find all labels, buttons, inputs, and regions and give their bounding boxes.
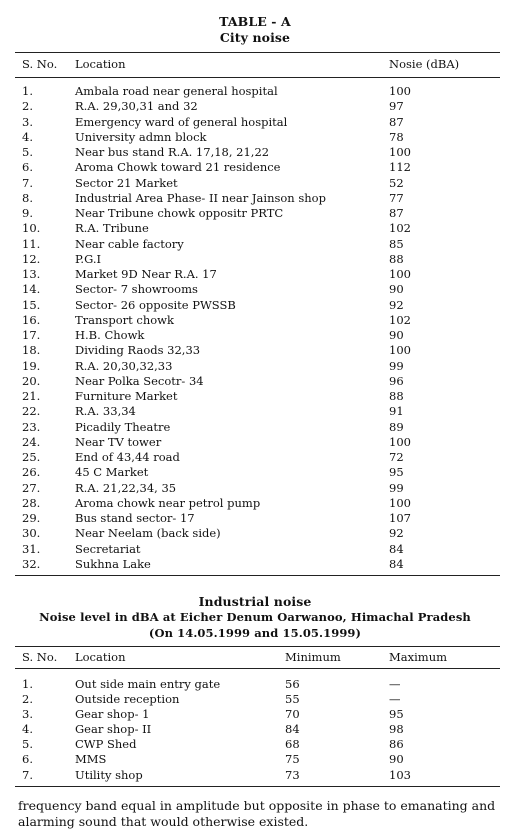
row-sno: 29. [22,511,41,525]
row-maximum: 95 [389,707,404,722]
table-row [0,221,510,236]
row-noise-value: 92 [389,526,404,541]
table-b-date: (On 14.05.1999 and 15.05.1999) [148,626,362,640]
row-noise-value: 99 [389,480,404,495]
row-sno: 4. [22,722,33,737]
row-noise-value: 72 [389,450,404,464]
row-sno: 13. [22,267,41,281]
row-noise-value: 100 [389,267,411,281]
row-location: Ambala road near general hospital [75,84,278,98]
table-row [0,768,510,783]
row-location: Near Polka Secotr- 34 [75,373,204,388]
table-a-header-noise: Nosie (dBA) [389,57,460,71]
table-b-header-sno: S. No. [22,650,58,664]
table-row [0,420,510,435]
row-sno: 10. [22,221,41,236]
row-location: Aroma Chowk toward 21 residence [75,160,281,175]
row-location: Emergency ward of general hospital [75,114,288,129]
row-noise-value: 100 [389,84,411,98]
row-location: R.A. 29,30,31 and 32 [75,99,198,114]
row-noise-value: 100 [389,434,411,449]
row-noise-value: 107 [389,511,411,525]
table-a-bottom-rule [15,575,500,576]
row-noise-value: 102 [389,312,411,327]
row-sno: 22. [22,404,41,419]
row-sno: 14. [22,282,41,297]
row-location: Sector- 26 opposite PWSSB [75,297,236,312]
row-location: R.A. 20,30,32,33 [75,358,173,373]
table-row [0,176,510,191]
table-row [0,677,510,692]
table-row [0,130,510,145]
row-sno: 25. [22,450,41,464]
table-row [0,481,510,496]
row-minimum: 84 [285,722,300,737]
row-minimum: 56 [285,677,300,691]
table-row [0,359,510,374]
row-location: R.A. 33,34 [75,404,136,419]
table-row [0,404,510,419]
row-location: Secretariat [75,541,141,556]
row-sno: 15. [22,297,41,312]
row-noise-value: 90 [389,282,404,297]
row-sno: 12. [22,251,41,266]
table-b-header-min: Minimum [285,650,341,664]
table-row [0,206,510,221]
table-row [0,282,510,297]
table-a-title: TABLE - A [219,14,291,29]
row-location: Near Tribune chowk oppositr PRTC [75,206,284,220]
row-location: CWP Shed [75,737,137,752]
row-sno: 21. [22,389,41,403]
row-noise-value: 89 [389,419,404,434]
row-location: Furniture Market [75,389,178,403]
row-location: Gear shop- 1 [75,707,150,722]
row-sno: 5. [22,737,33,752]
row-location: Near cable factory [75,236,184,251]
table-row [0,343,510,358]
row-sno: 19. [22,358,41,373]
row-maximum: 98 [389,722,404,737]
row-sno: 4. [22,129,33,144]
row-noise-value: 92 [389,297,404,312]
table-row [0,465,510,480]
row-sno: 24. [22,434,41,449]
row-location: H.B. Chowk [75,328,145,342]
row-location: Picadily Theatre [75,419,171,434]
row-noise-value: 87 [389,206,404,220]
row-sno: 3. [22,707,33,722]
row-location: R.A. 21,22,34, 35 [75,480,177,495]
table-row [0,313,510,328]
row-sno: 31. [22,541,41,556]
row-location: Near TV tower [75,434,162,449]
row-sno: 6. [22,160,33,175]
row-noise-value: 90 [389,328,404,342]
row-sno: 23. [22,419,41,434]
table-row [0,450,510,465]
row-location: R.A. Tribune [75,221,149,236]
row-sno: 20. [22,373,41,388]
row-sno: 1. [22,84,33,98]
row-location: Near bus stand R.A. 17,18, 21,22 [75,145,270,159]
row-sno: 1. [22,677,33,691]
table-row [0,542,510,557]
table-row [0,267,510,282]
row-sno: 3. [22,114,33,129]
row-sno: 32. [22,556,41,571]
table-row [0,374,510,389]
table-row [0,115,510,130]
row-location: Near Neelam (back side) [75,526,221,541]
row-noise-value: 102 [389,221,411,236]
row-location: University admn block [75,129,207,144]
row-sno: 28. [22,495,41,510]
row-location: Outside reception [75,692,180,707]
row-sno: 17. [22,328,41,342]
table-b-top-rule [15,646,500,647]
table-row [0,84,510,99]
row-location: Transport chowk [75,312,174,327]
row-location: Market 9D Near R.A. 17 [75,267,217,281]
row-maximum: 90 [389,752,404,767]
row-sno: 16. [22,312,41,327]
row-noise-value: 78 [389,129,404,144]
row-sno: 26. [22,465,41,480]
row-sno: 7. [22,175,33,190]
row-maximum: — [389,677,401,691]
row-location: Dividing Raods 32,33 [75,343,201,358]
row-location: MMS [75,752,107,767]
table-row [0,99,510,114]
table-row [0,252,510,267]
row-noise-value: 97 [389,99,404,114]
row-noise-value: 100 [389,495,411,510]
table-row [0,707,510,722]
table-a-header-location: Location [75,57,126,71]
table-row [0,160,510,175]
table-row [0,298,510,313]
row-location: Utility shop [75,767,143,782]
table-row [0,389,510,404]
table-row [0,737,510,752]
row-minimum: 73 [285,767,300,782]
table-row [0,692,510,707]
row-location: Gear shop- II [75,722,152,737]
table-row [0,145,510,160]
row-noise-value: 100 [389,145,411,159]
table-b-subtitle: Noise level in dBA at Eicher Denum Oarwanoo, Himachal Pradesh [39,610,471,624]
row-location: 45 C Market [75,465,149,480]
row-sno: 8. [22,190,33,205]
row-noise-value: 84 [389,541,404,556]
row-sno: 27. [22,480,41,495]
row-maximum: — [389,692,401,707]
table-b-body [0,677,510,783]
table-row [0,722,510,737]
row-noise-value: 85 [389,236,404,251]
table-row [0,237,510,252]
table-row [0,526,510,541]
table-a-subtitle: City noise [219,30,291,45]
table-a-body [0,84,510,572]
table-row [0,435,510,450]
table-row [0,496,510,511]
row-noise-value: 96 [389,373,404,388]
row-location: P.G.I [75,251,102,266]
row-noise-value: 88 [389,389,404,403]
body-paragraph: frequency band equal in amplitude but opposite in phase to emanating and alarming sound that would otherwise existed. [18,798,496,829]
table-b-header-location: Location [75,650,126,664]
table-row [0,511,510,526]
row-sno: 11. [22,236,41,251]
row-noise-value: 87 [389,114,404,129]
row-noise-value: 77 [389,190,404,205]
row-minimum: 75 [285,752,300,767]
row-location: Sector 21 Market [75,175,178,190]
row-noise-value: 52 [389,175,404,190]
row-sno: 2. [22,99,33,114]
table-a-header-sno: S. No. [22,57,58,71]
row-sno: 30. [22,526,41,541]
table-row [0,191,510,206]
table-b-title: Industrial noise [198,594,312,609]
row-noise-value: 91 [389,404,404,419]
table-row [0,557,510,572]
row-noise-value: 88 [389,251,404,266]
row-location: Sukhna Lake [75,556,151,571]
table-a-header-rule [15,77,500,78]
row-sno: 5. [22,145,33,159]
row-location: Industrial Area Phase- II near Jainson shop [75,190,326,205]
row-noise-value: 99 [389,358,404,373]
row-location: End of 43,44 road [75,450,180,464]
row-noise-value: 84 [389,556,404,571]
row-sno: 9. [22,206,33,220]
row-minimum: 68 [285,737,300,752]
row-minimum: 55 [285,692,300,707]
table-a-top-rule [15,52,500,53]
row-location: Out side main entry gate [75,677,221,691]
row-noise-value: 95 [389,465,404,480]
row-sno: 6. [22,752,33,767]
row-maximum: 103 [389,767,411,782]
row-noise-value: 112 [389,160,411,175]
row-sno: 18. [22,343,41,358]
table-b-header-rule [15,668,500,669]
row-sno: 7. [22,767,33,782]
row-location: Aroma chowk near petrol pump [75,495,261,510]
row-sno: 2. [22,692,33,707]
row-minimum: 70 [285,707,300,722]
row-location: Bus stand sector- 17 [75,511,195,525]
table-row [0,328,510,343]
row-location: Sector- 7 showrooms [75,282,198,297]
table-b-bottom-rule [15,786,500,787]
table-row [0,752,510,767]
row-maximum: 86 [389,737,404,752]
row-noise-value: 100 [389,343,411,358]
table-b-header-max: Maximum [389,650,448,664]
